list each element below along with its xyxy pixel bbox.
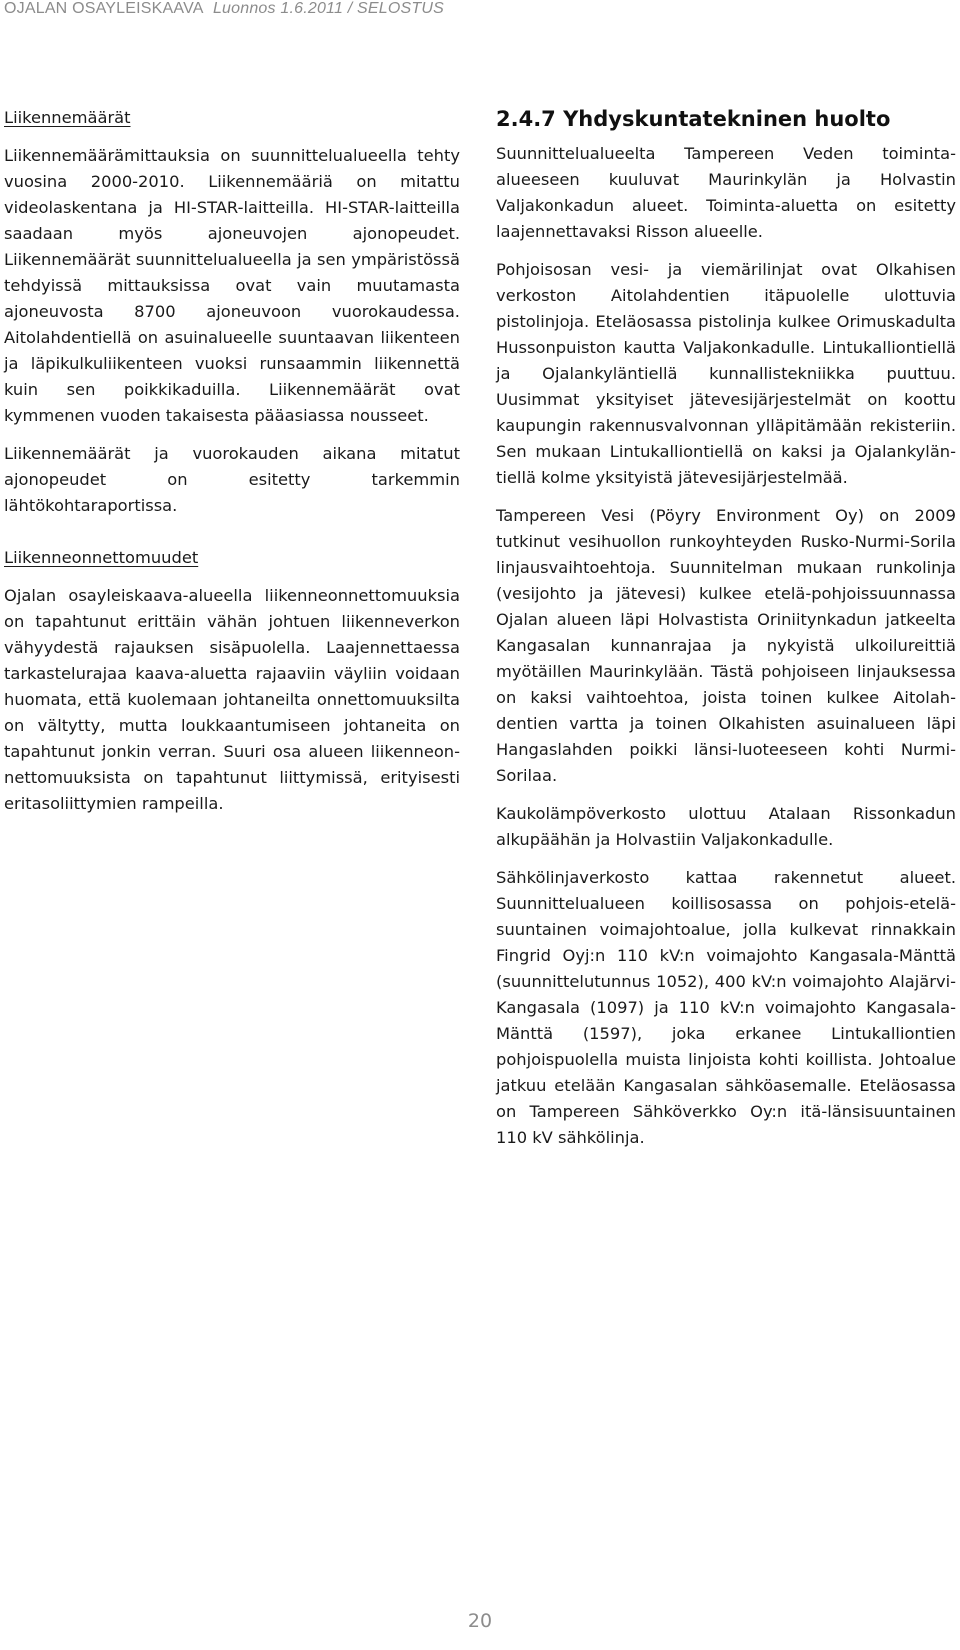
traffic-volumes-heading: Liikennemäärät (4, 108, 131, 127)
left-column (4, 105, 460, 829)
traffic-volumes-paragraph-1: Liikennemäärämittauksia on suunnittelualueella tehty vuosina 2000-2010. Liikennemääriä on mitattu videolaskentana ja HI-STAR-laitteilla. HI-STAR-laitteilla saadaan myös ajoneuvojen ajonopeudet. Liikennemäärät suunnittelualueella ja sen ympäristössä tehdyissä mittauksissa ovat vain muutamasta ajoneuvosta 8700 ajoneuvoon vuorokaudessa. Aitolahdentiellä on asuinalueelle suuntaavan liikenteen ja läpikulkuliikenteen vuoksi runsaammin liikennettä kuin sen poikkikaduilla. Liikennemäärät ovat kymmenen vuoden takaisesta pääasiassa nousseet. (4, 146, 460, 425)
right-paragraph-4: Kaukolämpöverkosto ulottuu Atalaan Rissonkadun alkupäähän ja Holvastiin Valjakonkadulle. (496, 804, 956, 849)
section-heading: 2.4.7 Yhdyskuntatekninen huolto (496, 107, 891, 131)
right-column (496, 105, 956, 1163)
document-version: Luonnos 1.6.2011 / SELOSTUS (212, 0, 444, 17)
traffic-accidents-paragraph-1: Ojalan osayleiskaava-alueella liikenneonnettomuuksia on tapahtunut erittäin vähän johtuen liikenneverkon vähyydestä rajauksen sisäpuolella. Laajennettaessa tarkastelurajaa kaava-aluetta rajaaviin väyliin voidaan huomata, että kuolemaan johtaneilta onnettomuuksilta on vältytty, mutta loukkaantumiseen johtaneita on tapahtunut jonkin verran. Suuri osa alueen liikenneonnettomuuksista on tapahtunut liittymissä, erityisesti eritasoliittymien rampeilla. (4, 586, 460, 813)
right-paragraph-3: Tampereen Vesi (Pöyry Environment Oy) on 2009 tutkinut vesihuollon runkoyhteyden Rusko-Nurmi-Sorila linjausvaihtoehtoja. Suunnitelman mukaan runkolinja (vesijohto ja jätevesi) kulkee etelä-pohjoissuunnassa Ojalan alueen läpi Holvastista Oriniitynkadun jatkeelta Kangasalan kunnanrajaa ja nykyistä ulkoilureittiä myötäillen Maurinkylään. Tästä pohjoiseen linjauksessa on kaksi vaihtoehtoa, joista toinen kulkee Aitolahdentien vartta ja toinen Olkahisten asuinalueen läpi Hangaslahden poikki länsi-luoteeseen kohti Nurmi-Sorilaa. (496, 506, 956, 785)
page-number: 20 (467, 1610, 493, 1632)
traffic-accidents-heading: Liikenneonnettomuudet (4, 548, 199, 567)
right-paragraph-2: Pohjoisosan vesi- ja viemärilinjat ovat Olkahisen verkoston Aitolahdentien itäpuolelle ulottuvia pistolinjoja. Eteläosassa pistolinja kulkee Orimuskadulta Hussonpuiston kautta Valjakonkadulle. Lintukalliontiellä ja Ojalankyläntiellä kunnallistekniikka puuttuu. Uusimmat yksityiset jätevesijärjestelmät on koottu kaupungin rakennusvalvonnan ylläpitämään rekisteriin. Sen mukaan Lintukalliontiellä on kaksi ja Ojalankyläntiellä kolme yksityistä jätevesijärjestelmää. (496, 260, 956, 487)
right-paragraph-1: Suunnittelualueelta Tampereen Veden toimintaalueeseen kuuluvat Maurinkylän ja Holvastin Valjakonkadun alueet. Toiminta-aluetta on esitetty laajennettavaksi Risson alueelle. (496, 144, 956, 241)
running-header (4, 0, 444, 18)
right-paragraph-5: Sähkölinjaverkosto kattaa rakennetut alueet. Suunnittelualueen koillisosassa on pohjois-eteläsuuntainen voimajohtoalue, jolla kulkevat rinnakkain Fingrid Oyj:n 110 kV:n voimajohto Kangasala-Mänttä (suunnittelutunnus 1052), 400 kV:n voimajohto Alajärvi-Kangasala (1097) ja 110 kV:n voimajohto Kangasala-Mänttä (1597), joka erkanee Lintukalliontien pohjoispuolella muista linjoista kohti koillista. Johtoalue jatkuu etelään Kangasalan sähköasemalle. Eteläosassa on Tampereen Sähköverkko Oy:n itä-länsisuuntainen 110 kV sähkölinja. (496, 868, 956, 1147)
traffic-volumes-paragraph-2: Liikennemäärät ja vuorokauden aikana mitatut ajonopeudet on esitetty tarkemmin lähtökohtaraportissa. (4, 444, 460, 515)
document-title: OJALAN OSAYLEISKAAVA (4, 0, 204, 17)
